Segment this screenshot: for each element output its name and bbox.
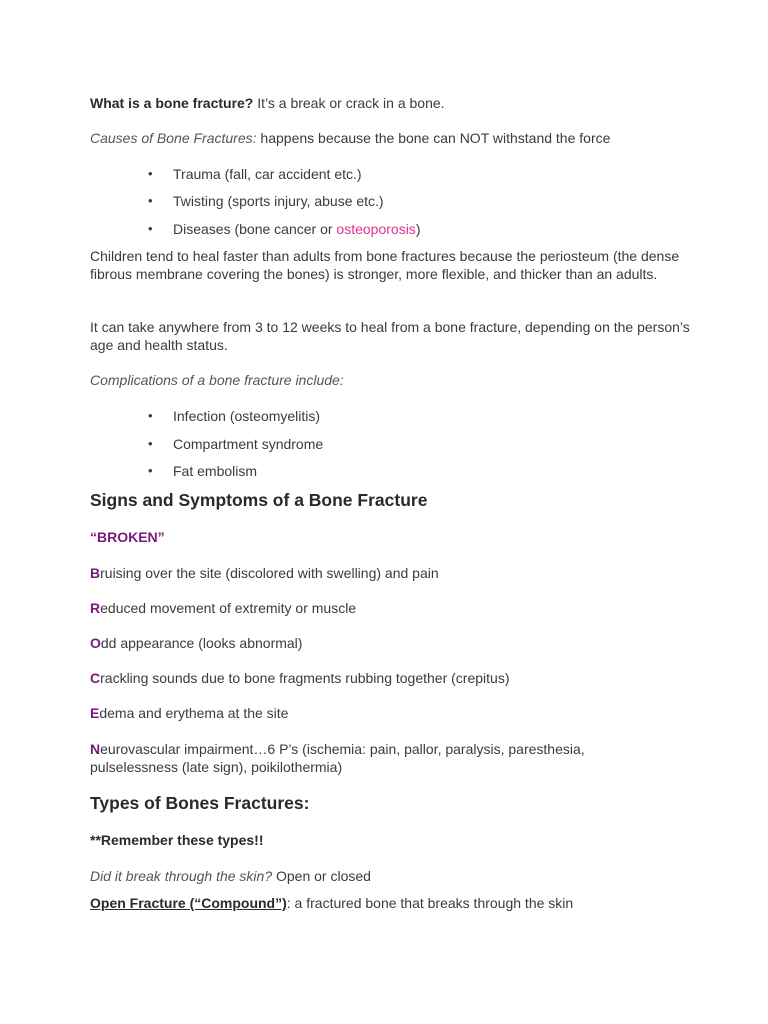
skin-question: Did it break through the skin?: [90, 868, 273, 884]
list-item-tail: ): [415, 221, 421, 237]
open-fracture-line: [90, 894, 573, 912]
mnemonic-text: dema and erythema at the site: [99, 705, 289, 721]
causes-line: [90, 129, 610, 147]
mnemonic-title: “BROKEN”: [90, 529, 165, 545]
osteoporosis-link[interactable]: osteoporosis: [336, 221, 416, 237]
list-item-text: Twisting (sports injury, abuse etc.): [173, 193, 384, 209]
mnemonic-item: [90, 599, 356, 617]
mnemonic-text: rackling sounds due to bone fragments rubbing together (crepitus): [100, 670, 510, 686]
mnemonic-text: eurovascular impairment…6 P’s (ischemia: pain, pallor, paralysis, paresthesia, pulselessness (late sign), poikilothermia): [90, 741, 585, 775]
remember-note: **Remember these types!!: [90, 832, 264, 848]
open-fracture-text: : a fractured bone that breaks through the skin: [286, 895, 574, 911]
intro-line: [90, 94, 445, 112]
mnemonic-letter: O: [90, 635, 101, 651]
causes-text: happens because the bone can NOT withstand the force: [256, 130, 611, 146]
list-item-text: Trauma (fall, car accident etc.): [173, 166, 362, 182]
bullet-icon: •: [148, 221, 153, 236]
signs-heading: Signs and Symptoms of a Bone Fracture: [90, 490, 428, 510]
bullet-icon: •: [148, 436, 153, 451]
bullet-icon: •: [148, 463, 153, 478]
bullet-icon: •: [148, 408, 153, 423]
children-paragraph: Children tend to heal faster than adults from bone fractures because the periosteum (the dense fibrous membrane covering the bones) is stronger, more flexible, and thicker than an adults.: [90, 248, 680, 282]
mnemonic-item: [90, 740, 650, 776]
bullet-icon: •: [148, 166, 153, 181]
types-heading: Types of Bones Fractures:: [90, 793, 310, 813]
mnemonic-item: [90, 704, 288, 722]
list-item-text: Compartment syndrome: [173, 436, 324, 452]
mnemonic-letter: E: [90, 705, 100, 721]
mnemonic-letter: N: [90, 741, 101, 757]
mnemonic-letter: B: [90, 565, 101, 581]
intro-answer: It’s a break or crack in a bone.: [253, 95, 445, 111]
mnemonic-text: dd appearance (looks abnormal): [100, 635, 303, 651]
skin-question-answer: Open or closed: [272, 868, 371, 884]
intro-question: What is a bone fracture?: [90, 95, 254, 111]
open-fracture-label: Open Fracture (“Compound”): [90, 895, 287, 911]
mnemonic-letter: R: [90, 600, 101, 616]
list-item-text: Fat embolism: [173, 463, 258, 479]
mnemonic-item: [90, 634, 302, 652]
mnemonic-item: [90, 564, 439, 582]
mnemonic-text: ruising over the site (discolored with swelling) and pain: [100, 565, 439, 581]
bullet-icon: •: [148, 193, 153, 208]
skin-question-line: [90, 867, 371, 885]
mnemonic-letter: C: [90, 670, 101, 686]
complications-label: Complications of a bone fracture include:: [90, 372, 344, 388]
causes-label: Causes of Bone Fractures:: [90, 130, 257, 146]
list-item-text: Diseases (bone cancer or: [173, 221, 337, 237]
list-item-text: Infection (osteomyelitis): [173, 408, 321, 424]
healing-paragraph: It can take anywhere from 3 to 12 weeks to heal from a bone fracture, depending on the person’s age and health status.: [90, 319, 690, 353]
mnemonic-text: educed movement of extremity or muscle: [100, 600, 357, 616]
mnemonic-item: [90, 669, 509, 687]
